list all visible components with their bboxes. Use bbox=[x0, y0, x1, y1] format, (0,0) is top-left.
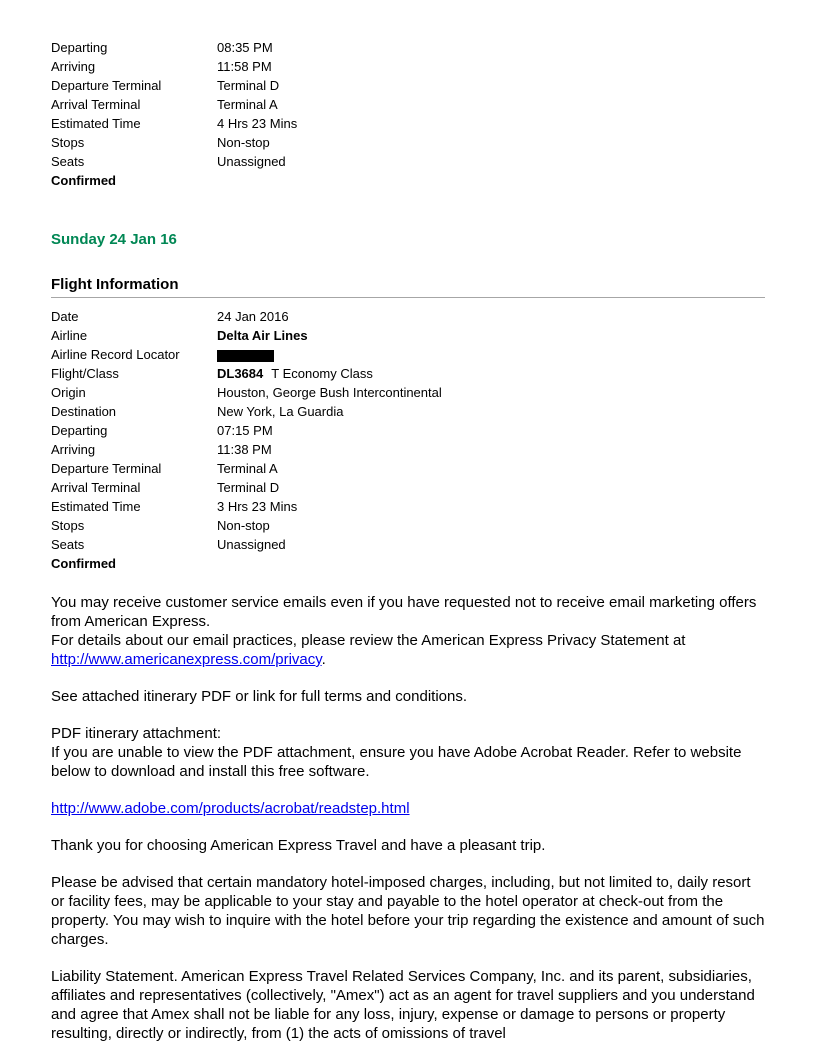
row-departure-terminal bbox=[51, 76, 765, 95]
row-value: Unassigned bbox=[217, 537, 286, 552]
row-destination bbox=[51, 402, 765, 421]
row-label: Stops bbox=[51, 518, 85, 533]
row-arriving bbox=[51, 440, 765, 459]
row-value bbox=[217, 364, 765, 383]
row-label: Departing bbox=[51, 40, 108, 55]
row-stops bbox=[51, 133, 765, 152]
thank-you-text: Thank you for choosing American Express Travel and have a pleasant trip. bbox=[51, 837, 546, 854]
flight-information-heading: Flight Information bbox=[51, 276, 179, 293]
row-label: Stops bbox=[51, 135, 85, 150]
pdf-attachment-body: If you are unable to view the PDF attachment, ensure you have Adobe Acrobat Reader. Refer to website below to download and install this free software. bbox=[51, 744, 742, 780]
row-value: New York, La Guardia bbox=[217, 404, 344, 419]
row-seats bbox=[51, 152, 765, 171]
row-airline bbox=[51, 326, 765, 345]
row-value: 4 Hrs 23 Mins bbox=[217, 116, 298, 131]
row-value: 08:35 PM bbox=[217, 40, 273, 55]
pdf-attachment-title: PDF itinerary attachment: bbox=[51, 725, 222, 742]
airline-name: Delta Air Lines bbox=[217, 328, 308, 343]
row-seats bbox=[51, 535, 765, 554]
row-value: Terminal A bbox=[217, 97, 278, 112]
hotel-charges-paragraph: Please be advised that certain mandatory hotel-imposed charges, including, but not limited to, daily resort or facility fees, may be applicable to your stay and payable to the hotel operator at check-out from the property. You may wish to inquire with the hotel before your trip regarding the existence and amount of such charges. bbox=[51, 874, 765, 948]
attached-itinerary-text: See attached itinerary PDF or link for full terms and conditions. bbox=[51, 688, 468, 705]
row-value: 3 Hrs 23 Mins bbox=[217, 499, 298, 514]
row-origin bbox=[51, 383, 765, 402]
row-date bbox=[51, 307, 765, 326]
adobe-acrobat-link[interactable]: http://www.adobe.com/products/acrobat/readstep.html bbox=[51, 800, 410, 817]
section-divider bbox=[51, 297, 765, 298]
row-arriving bbox=[51, 57, 765, 76]
status-confirmed: Confirmed bbox=[51, 173, 116, 188]
row-value: 24 Jan 2016 bbox=[217, 309, 289, 324]
privacy-statement-line bbox=[51, 631, 765, 669]
row-value: 11:58 PM bbox=[217, 59, 272, 74]
row-departing bbox=[51, 421, 765, 440]
row-estimated-time bbox=[51, 497, 765, 516]
email-marketing-text: You may receive customer service emails even if you have requested not to receive email marketing offers from American Express. bbox=[51, 594, 757, 630]
row-departure-terminal bbox=[51, 459, 765, 478]
row-arrival-terminal bbox=[51, 95, 765, 114]
row-label: Seats bbox=[51, 537, 85, 552]
privacy-statement-link[interactable]: http://www.americanexpress.com/privacy bbox=[51, 651, 322, 668]
liability-statement-paragraph: Liability Statement. American Express Travel Related Services Company, Inc. and its parent, subsidiaries, affiliates and representatives (collectively, "Amex") act as an agent for travel suppliers and you understand and agree that Amex shall not be liable for any loss, injury, expense or damage to persons or property resulting, directly or indirectly, from (1) the acts of omissions of travel bbox=[51, 968, 755, 1042]
adobe-link-paragraph bbox=[51, 799, 765, 818]
row-label: Arriving bbox=[51, 59, 96, 74]
flight-segment-top bbox=[51, 38, 765, 190]
row-stops bbox=[51, 516, 765, 535]
privacy-text-after: . bbox=[321, 651, 326, 668]
row-label: Date bbox=[51, 309, 79, 324]
row-value bbox=[217, 345, 765, 364]
row-label: Estimated Time bbox=[51, 499, 141, 514]
row-label: Arrival Terminal bbox=[51, 480, 141, 495]
row-value: Terminal D bbox=[217, 480, 280, 495]
redacted-record-locator bbox=[217, 350, 274, 362]
row-label: Flight/Class bbox=[51, 366, 119, 381]
row-value: Non-stop bbox=[217, 518, 270, 533]
flight-information-section bbox=[51, 275, 765, 573]
row-value: Non-stop bbox=[217, 135, 270, 150]
row-value: Houston, George Bush Intercontinental bbox=[217, 385, 442, 400]
email-practices-paragraph bbox=[51, 593, 765, 669]
row-value: Terminal A bbox=[217, 461, 278, 476]
row-estimated-time bbox=[51, 114, 765, 133]
day-heading: Sunday 24 Jan 16 bbox=[51, 231, 177, 248]
row-label: Arriving bbox=[51, 442, 96, 457]
row-flight-class bbox=[51, 364, 765, 383]
pdf-attachment-paragraph bbox=[51, 724, 765, 781]
row-label: Departure Terminal bbox=[51, 78, 162, 93]
row-label: Origin bbox=[51, 385, 86, 400]
flight-number: DL3684 bbox=[217, 366, 264, 381]
status-confirmed: Confirmed bbox=[51, 556, 116, 571]
row-label: Estimated Time bbox=[51, 116, 141, 131]
row-value: Unassigned bbox=[217, 154, 286, 169]
row-label: Airline bbox=[51, 328, 88, 343]
row-label: Destination bbox=[51, 404, 117, 419]
row-label: Arrival Terminal bbox=[51, 97, 141, 112]
row-label: Airline Record Locator bbox=[51, 347, 180, 362]
row-label: Departing bbox=[51, 423, 108, 438]
row-label: Seats bbox=[51, 154, 85, 169]
row-value: 07:15 PM bbox=[217, 423, 273, 438]
row-value: 11:38 PM bbox=[217, 442, 272, 457]
privacy-text-before: For details about our email practices, please review the American Express Privacy Statement at bbox=[51, 632, 686, 649]
row-record-locator bbox=[51, 345, 765, 364]
row-label: Departure Terminal bbox=[51, 461, 162, 476]
row-value: Terminal D bbox=[217, 78, 280, 93]
cabin-class: T Economy Class bbox=[271, 366, 373, 381]
row-arrival-terminal bbox=[51, 478, 765, 497]
row-departing bbox=[51, 38, 765, 57]
